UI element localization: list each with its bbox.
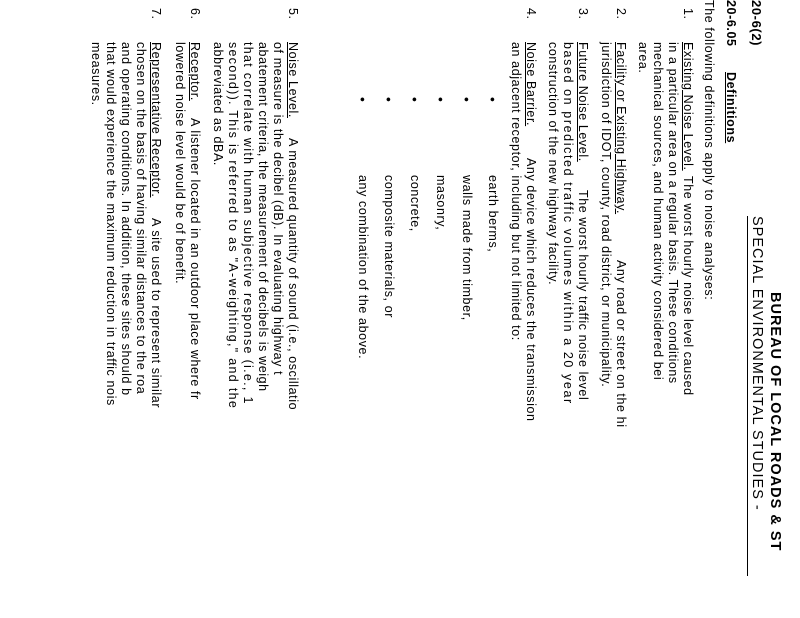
barrier-item: • earth berms, [485, 175, 500, 252]
def-5-line-2: of measure is the decibel (dB). In evaluating highway t [271, 42, 285, 376]
def-4-line-1: Any device which reduces the transmission [524, 158, 538, 422]
def-5-line-3: abatement criteria, the measurement of decibels is weigh [256, 42, 270, 392]
def-4-number: 4. [524, 8, 538, 20]
def-5-line-5: second)). This is referred to as "A-weighting," and the [226, 42, 240, 410]
def-5-line-6: abbreviated as dBA. [211, 42, 225, 166]
def-3-line-1: The worst hourly traffic noise level [576, 190, 590, 401]
section-title: Definitions [724, 72, 738, 144]
def-3-term: Future Noise Level. [576, 42, 590, 162]
def-7-term: Representative Receptor. [149, 42, 163, 198]
def-6-line-2: lowered noise level would be of benefit. [173, 42, 187, 285]
def-2-term: Facility or Existing Highway. [614, 42, 628, 215]
barrier-item: • walls made from timber, [459, 175, 474, 321]
def-6-number: 6. [188, 8, 202, 20]
def-3-line-2: based on predicted traffic volumes within a 20 year [561, 42, 575, 405]
def-6-line-1: A listener located in an outdoor place where fr [188, 118, 202, 400]
def-1-number: 1. [681, 8, 695, 20]
header-rule [747, 216, 748, 576]
def-7-line-3: and operating conditions. In addition, these sites should b [119, 42, 133, 396]
section-number: 20-6.05 [724, 0, 738, 47]
def-5-term: Noise Level. [286, 42, 300, 118]
def-4-term: Noise Barrier. [524, 42, 538, 127]
def-3-number: 3. [576, 8, 590, 20]
def-5-line-1: A measured quantity of sound (i.e., oscillatio [286, 138, 300, 411]
def-6-term: Receptor. [188, 42, 202, 101]
def-1-term: Existing Noise Level. [681, 42, 695, 171]
def-7-line-2: chosen on the basis of having similar distances to the roa [134, 42, 148, 395]
def-5-line-4: that correlate with human subjective response (i.e., 1 [241, 42, 255, 405]
def-2-line-2: jurisdiction of IDOT, county, road district, or municipality. [599, 42, 613, 388]
barrier-item: • masonry, [433, 175, 448, 230]
bureau-title: BUREAU OF LOCAL ROADS & ST [767, 292, 783, 552]
page-number: 20-6(2) [749, 0, 764, 47]
def-7-line-5: measures. [89, 42, 103, 106]
def-1-line-3: mechanical sources, and human activity considered bei [651, 42, 665, 381]
intro-text: The following definitions apply to noise analyses: [702, 0, 716, 301]
def-7-line-4: that would experience the maximum reduction in traffic nois [104, 42, 118, 406]
def-4-line-2: an adjacent receptor, including but not limited to: [509, 42, 523, 341]
def-1-line-2: in a particular area on a regular basis. These conditions [666, 42, 680, 384]
def-2-number: 2. [614, 8, 628, 20]
barrier-item: • composite materials, or [381, 175, 396, 318]
def-1-line-1: The worst hourly noise level caused [681, 176, 695, 396]
def-7-line-1: A site used to represent similar [149, 218, 163, 409]
def-1-line-4: area. [636, 42, 650, 74]
def-2-line-1: Any road or street on the hi [614, 260, 628, 428]
def-3-line-3: construction of the new highway facility. [546, 42, 560, 286]
header-subtitle: SPECIAL ENVIRONMENTAL STUDIES - [749, 216, 765, 511]
barrier-item: • any combination of the above. [355, 175, 370, 359]
def-7-number: 7. [149, 8, 163, 20]
def-5-number: 5. [286, 8, 300, 20]
barrier-item: • concrete, [407, 175, 422, 232]
